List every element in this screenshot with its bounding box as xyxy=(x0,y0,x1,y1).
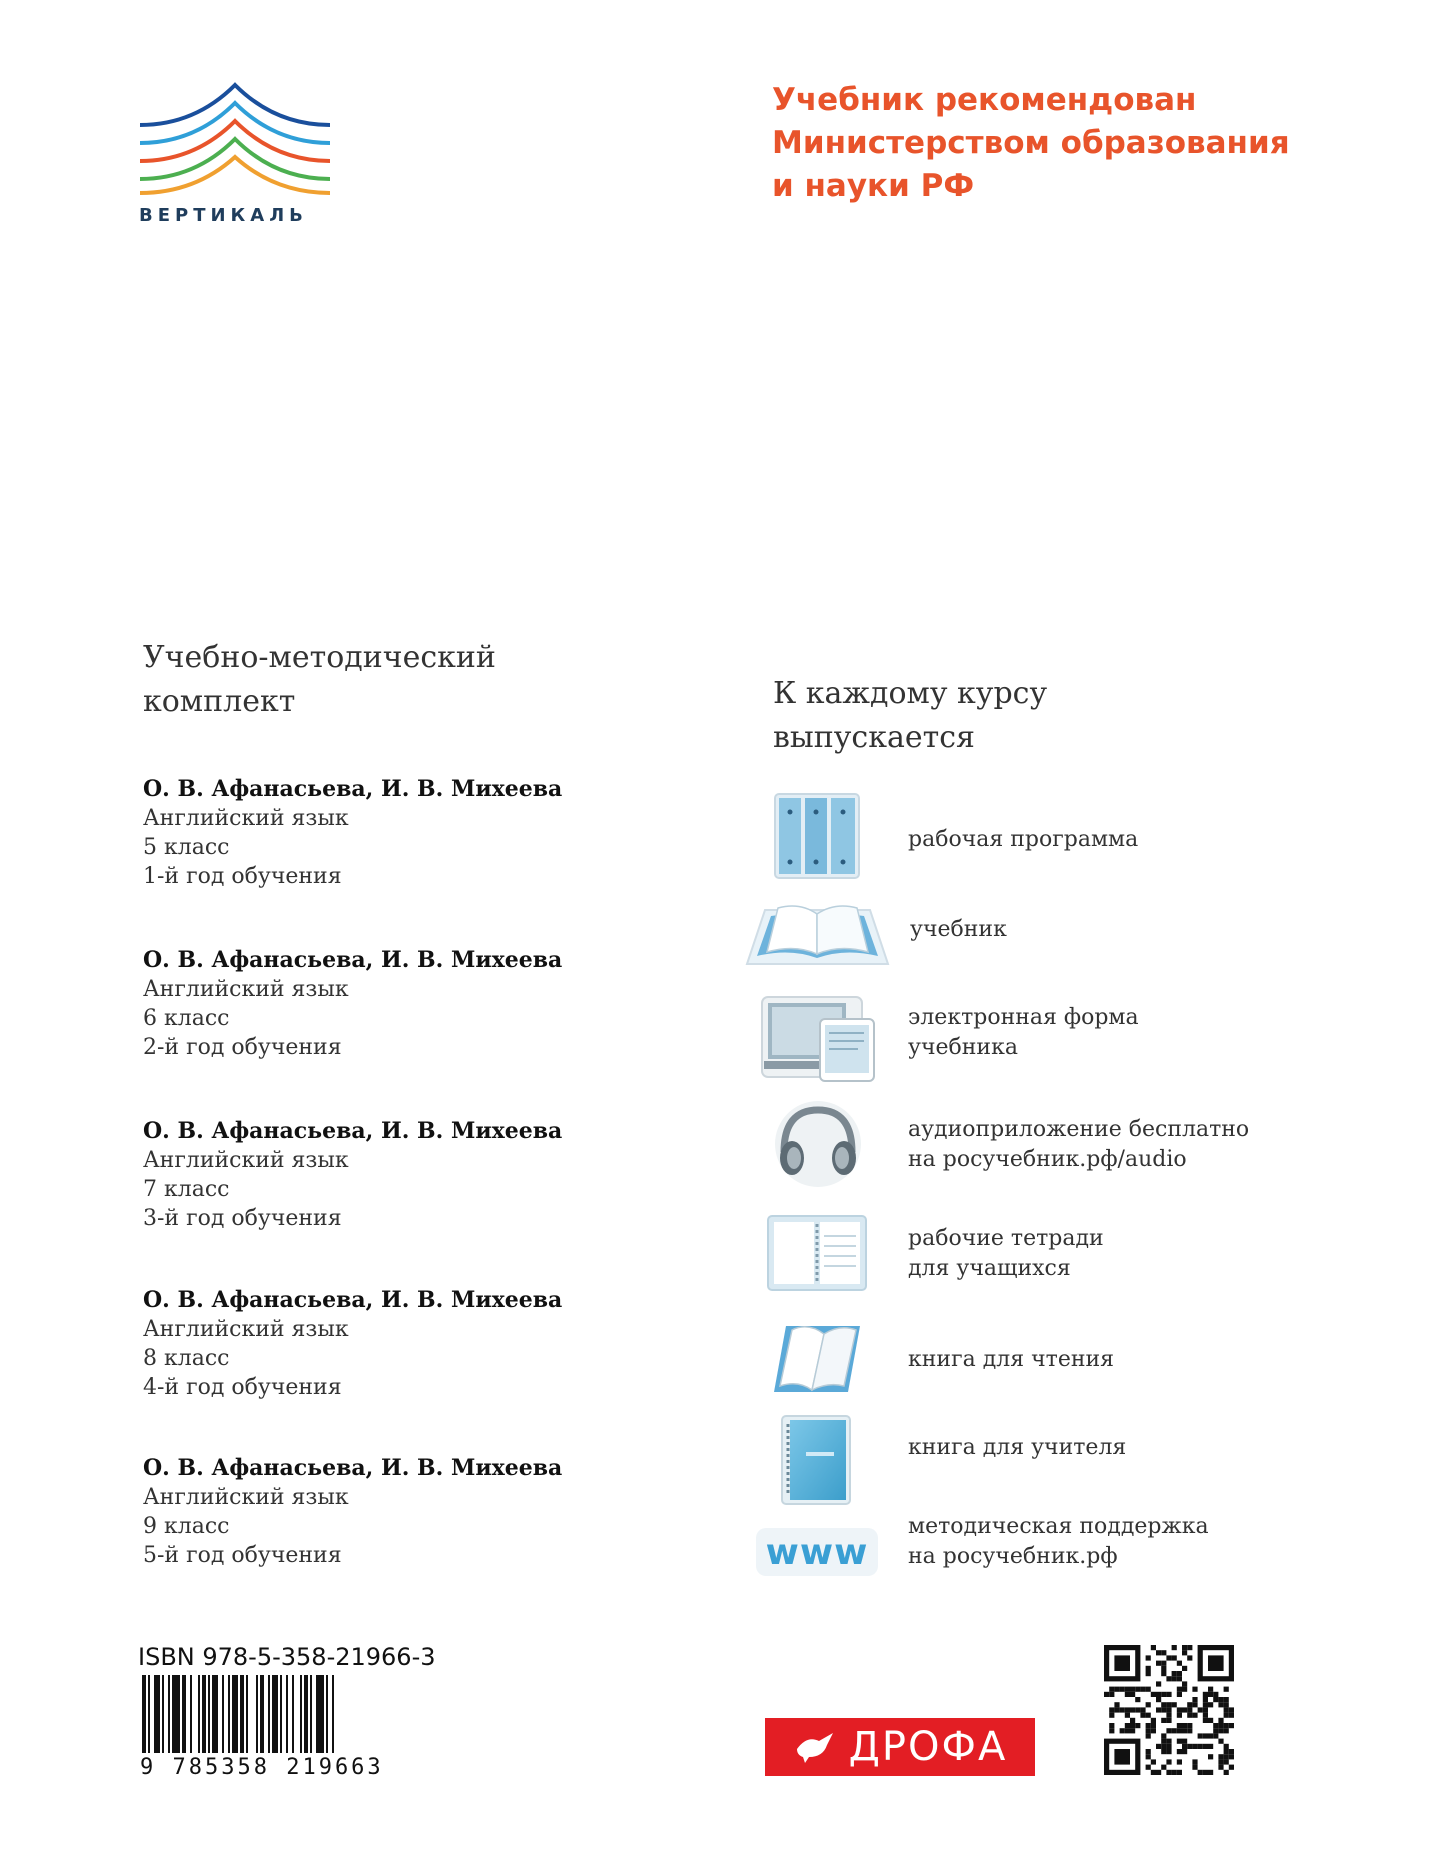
qr-module xyxy=(1224,1723,1229,1728)
qr-module xyxy=(1182,1749,1187,1754)
qr-module xyxy=(1229,1754,1234,1759)
course-item-line: книга для учителя xyxy=(908,1435,1127,1460)
qr-module xyxy=(1125,1713,1130,1718)
qr-module xyxy=(1125,1707,1130,1712)
course-item-label xyxy=(908,1345,1114,1375)
barcode-bar xyxy=(232,1675,238,1753)
book-author: О. В. Афанасьева, И. В. Михеева xyxy=(143,1455,563,1481)
qr-module xyxy=(1151,1770,1156,1775)
qr-module xyxy=(1161,1749,1166,1754)
barcode-bar xyxy=(272,1675,278,1753)
qr-module xyxy=(1156,1650,1161,1655)
qr-module xyxy=(1114,1702,1119,1707)
qr-module xyxy=(1218,1759,1223,1764)
barcode-bar xyxy=(168,1675,170,1753)
qr-module xyxy=(1120,1707,1125,1712)
qr-module xyxy=(1213,1697,1218,1702)
qr-module xyxy=(1109,1728,1114,1733)
qr-module xyxy=(1224,1759,1229,1764)
book-subject: Английский язык xyxy=(143,1317,349,1342)
qr-module xyxy=(1198,1707,1203,1712)
qr-module xyxy=(1166,1676,1171,1681)
book-grade: 6 класс xyxy=(143,1006,230,1031)
qr-module xyxy=(1224,1697,1229,1702)
qr-module xyxy=(1177,1739,1182,1744)
qr-module xyxy=(1198,1770,1203,1775)
book-subject: Английский язык xyxy=(143,1148,349,1173)
binder-icon xyxy=(773,792,861,880)
qr-module xyxy=(1224,1702,1229,1707)
qr-module xyxy=(1151,1759,1156,1764)
barcode-bar xyxy=(228,1675,230,1753)
qr-module xyxy=(1146,1666,1151,1671)
qr-module xyxy=(1161,1666,1166,1671)
qr-module xyxy=(1109,1723,1114,1728)
qr-module xyxy=(1182,1739,1187,1744)
barcode-bar xyxy=(208,1675,210,1753)
qr-module xyxy=(1218,1718,1223,1723)
book-entry-9 xyxy=(143,1454,573,1570)
barcode-bar xyxy=(260,1675,264,1753)
qr-module xyxy=(1192,1765,1197,1770)
barcode-bar xyxy=(316,1675,324,1753)
qr-module xyxy=(1208,1744,1213,1749)
qr-module xyxy=(1109,1692,1114,1697)
qr-module xyxy=(1192,1702,1197,1707)
book-entry-6 xyxy=(143,946,573,1062)
barcode-bar xyxy=(304,1675,308,1753)
publisher-name: ДРОФА xyxy=(848,1724,1008,1770)
book-year: 2-й год обучения xyxy=(143,1035,342,1060)
qr-module xyxy=(1125,1723,1130,1728)
course-item-line: книга для чтения xyxy=(908,1347,1115,1372)
qr-code xyxy=(1104,1645,1234,1775)
qr-module xyxy=(1156,1681,1161,1686)
qr-module xyxy=(1166,1718,1171,1723)
qr-module xyxy=(1161,1765,1166,1770)
barcode-bar xyxy=(286,1675,288,1753)
qr-module xyxy=(1114,1655,1130,1671)
book-subject: Английский язык xyxy=(143,977,349,1002)
qr-module xyxy=(1130,1718,1135,1723)
qr-module xyxy=(1224,1687,1229,1692)
qr-module xyxy=(1172,1671,1177,1676)
course-item-line: для учащихся xyxy=(908,1256,1071,1281)
qr-module xyxy=(1135,1723,1140,1728)
qr-module xyxy=(1192,1687,1197,1692)
qr-module xyxy=(1203,1718,1208,1723)
qr-code-icon xyxy=(1104,1645,1234,1775)
barcode-bar xyxy=(246,1675,248,1753)
course-heading xyxy=(773,672,1047,760)
qr-module xyxy=(1177,1713,1182,1718)
qr-module xyxy=(1172,1702,1177,1707)
qr-module xyxy=(1125,1692,1130,1697)
qr-module xyxy=(1182,1728,1187,1733)
barcode-bar xyxy=(326,1675,328,1753)
qr-module xyxy=(1218,1697,1223,1702)
barcode-bar xyxy=(154,1675,160,1753)
qr-module xyxy=(1182,1723,1187,1728)
qr-module xyxy=(1177,1676,1182,1681)
qr-module xyxy=(1130,1728,1135,1733)
course-item-line: учебника xyxy=(908,1035,1018,1060)
qr-module xyxy=(1218,1702,1223,1707)
qr-module xyxy=(1224,1728,1229,1733)
book-grade: 8 класс xyxy=(143,1346,230,1371)
recommendation-line: Министерством образования xyxy=(772,125,1290,161)
qr-module xyxy=(1120,1728,1125,1733)
qr-module xyxy=(1177,1687,1182,1692)
qr-module xyxy=(1146,1728,1151,1733)
qr-module xyxy=(1213,1733,1218,1738)
course-item-label xyxy=(908,825,1138,855)
kit-heading-line: комплект xyxy=(143,684,296,719)
qr-module xyxy=(1218,1723,1223,1728)
barcode-bar xyxy=(332,1675,334,1753)
qr-module xyxy=(1104,1692,1109,1697)
qr-module xyxy=(1203,1733,1208,1738)
qr-module xyxy=(1177,1728,1182,1733)
kit-heading-line: Учебно-методический xyxy=(143,640,496,675)
course-item-line: на росучебник.рф/audio xyxy=(908,1147,1187,1172)
qr-module xyxy=(1166,1702,1171,1707)
course-heading-line: К каждому курсу xyxy=(773,676,1048,711)
qr-module xyxy=(1166,1744,1171,1749)
qr-module xyxy=(1229,1707,1234,1712)
barcode-bar xyxy=(280,1675,282,1753)
qr-module xyxy=(1177,1671,1182,1676)
qr-module xyxy=(1198,1744,1203,1749)
qr-module xyxy=(1156,1770,1161,1775)
qr-module xyxy=(1130,1707,1135,1712)
book-author: О. В. Афанасьева, И. В. Михеева xyxy=(143,776,563,802)
qr-module xyxy=(1182,1645,1187,1650)
qr-module xyxy=(1161,1692,1166,1697)
qr-module xyxy=(1125,1687,1130,1692)
qr-module xyxy=(1109,1713,1114,1718)
qr-module xyxy=(1140,1687,1145,1692)
book-grade: 9 класс xyxy=(143,1514,230,1539)
qr-module xyxy=(1177,1692,1182,1697)
course-item-line: рабочие тетради xyxy=(908,1226,1104,1251)
qr-module xyxy=(1213,1692,1218,1697)
barcode-digits: 9 785358 219663 xyxy=(140,1755,384,1780)
qr-module xyxy=(1213,1728,1218,1733)
qr-module xyxy=(1161,1718,1166,1723)
course-heading-line: выпускается xyxy=(773,720,975,755)
qr-module xyxy=(1146,1723,1151,1728)
qr-module xyxy=(1161,1733,1166,1738)
qr-module xyxy=(1213,1723,1218,1728)
qr-module xyxy=(1151,1645,1156,1650)
qr-module xyxy=(1156,1661,1161,1666)
barcode-bar xyxy=(268,1675,270,1753)
qr-module xyxy=(1203,1713,1208,1718)
qr-module xyxy=(1161,1739,1166,1744)
publisher-bird-icon xyxy=(793,1727,839,1767)
qr-module xyxy=(1130,1692,1135,1697)
qr-module xyxy=(1224,1754,1229,1759)
vertikal-logo-text: ВЕРТИКАЛЬ xyxy=(139,205,308,226)
qr-module xyxy=(1156,1692,1161,1697)
qr-module xyxy=(1151,1728,1156,1733)
qr-module xyxy=(1224,1770,1229,1775)
qr-module xyxy=(1172,1770,1177,1775)
qr-module xyxy=(1218,1765,1223,1770)
recommendation-line: Учебник рекомендован xyxy=(772,82,1197,118)
qr-module xyxy=(1198,1733,1203,1738)
qr-module xyxy=(1208,1702,1213,1707)
qr-module xyxy=(1203,1702,1208,1707)
qr-module xyxy=(1151,1723,1156,1728)
book-grade: 5 класс xyxy=(143,835,230,860)
qr-module xyxy=(1130,1723,1135,1728)
qr-module xyxy=(1187,1655,1192,1660)
qr-module xyxy=(1161,1707,1166,1712)
qr-module xyxy=(1161,1661,1166,1666)
qr-module xyxy=(1177,1661,1182,1666)
qr-module xyxy=(1161,1671,1166,1676)
qr-module xyxy=(1161,1650,1166,1655)
course-item-line: на росучебник.рф xyxy=(908,1544,1118,1569)
course-item-line: методическая поддержка xyxy=(908,1514,1209,1539)
qr-module xyxy=(1151,1718,1156,1723)
qr-module xyxy=(1208,1733,1213,1738)
qr-module xyxy=(1146,1765,1151,1770)
publisher-logo xyxy=(765,1718,1035,1776)
qr-module xyxy=(1208,1655,1224,1671)
qr-module xyxy=(1192,1697,1197,1702)
book-year: 5-й год обучения xyxy=(143,1543,342,1568)
barcode-bar xyxy=(256,1675,258,1753)
book-year: 1-й год обучения xyxy=(143,864,342,889)
qr-module xyxy=(1166,1707,1171,1712)
book-year: 4-й год обучения xyxy=(143,1375,342,1400)
qr-module xyxy=(1125,1728,1130,1733)
qr-module xyxy=(1161,1744,1166,1749)
barcode-bar xyxy=(310,1675,312,1753)
qr-module xyxy=(1187,1723,1192,1728)
open-book-icon xyxy=(745,898,890,968)
qr-module xyxy=(1192,1744,1197,1749)
qr-module xyxy=(1177,1749,1182,1754)
barcode-bar xyxy=(182,1675,186,1753)
qr-module xyxy=(1114,1707,1119,1712)
qr-module xyxy=(1187,1707,1192,1712)
qr-module xyxy=(1166,1728,1171,1733)
www-icon-text: www xyxy=(765,1531,869,1573)
barcode-bar xyxy=(148,1675,150,1753)
reading-book-icon xyxy=(768,1316,868,1398)
qr-module xyxy=(1187,1728,1192,1733)
barcode-bar xyxy=(292,1675,294,1753)
course-item-line: рабочая программа xyxy=(908,827,1139,852)
qr-module xyxy=(1182,1666,1187,1671)
qr-module xyxy=(1208,1718,1213,1723)
qr-module xyxy=(1177,1759,1182,1764)
qr-module xyxy=(1187,1645,1192,1650)
qr-module xyxy=(1182,1687,1187,1692)
book-subject: Английский язык xyxy=(143,1485,349,1510)
barcode-bar xyxy=(212,1675,218,1753)
qr-module xyxy=(1130,1687,1135,1692)
book-grade: 7 класс xyxy=(143,1177,230,1202)
course-item-label xyxy=(908,1512,1209,1572)
barcode-bar xyxy=(202,1675,206,1753)
recommendation xyxy=(772,79,1290,208)
qr-module xyxy=(1166,1759,1171,1764)
isbn-label: ISBN 978-5-358-21966-3 xyxy=(138,1643,436,1671)
course-item-label xyxy=(908,1003,1139,1063)
course-item-line: учебник xyxy=(910,917,1007,942)
qr-module xyxy=(1208,1770,1213,1775)
qr-module xyxy=(1172,1728,1177,1733)
qr-module xyxy=(1203,1697,1208,1702)
qr-module xyxy=(1109,1707,1114,1712)
qr-module xyxy=(1146,1749,1151,1754)
teacher-book-icon xyxy=(780,1414,852,1506)
qr-module xyxy=(1182,1650,1187,1655)
barcode-bar xyxy=(300,1675,302,1753)
qr-module xyxy=(1146,1687,1151,1692)
qr-module xyxy=(1109,1687,1114,1692)
qr-module xyxy=(1208,1687,1213,1692)
qr-module xyxy=(1229,1749,1234,1754)
qr-module xyxy=(1187,1702,1192,1707)
qr-module xyxy=(1146,1702,1151,1707)
vertikal-logo xyxy=(135,80,335,230)
qr-module xyxy=(1203,1744,1208,1749)
book-subject: Английский язык xyxy=(143,806,349,831)
qr-module xyxy=(1224,1744,1229,1749)
qr-module xyxy=(1166,1749,1171,1754)
book-year: 3-й год обучения xyxy=(143,1206,342,1231)
qr-module xyxy=(1192,1713,1197,1718)
qr-module xyxy=(1135,1697,1140,1702)
qr-module xyxy=(1218,1754,1223,1759)
course-item-label xyxy=(908,1115,1249,1175)
qr-module xyxy=(1166,1770,1171,1775)
barcode-bar xyxy=(240,1675,244,1753)
course-item-label xyxy=(908,1433,1126,1463)
recommendation-line: и науки РФ xyxy=(772,168,975,204)
book-author: О. В. Афанасьева, И. В. Михеева xyxy=(143,947,563,973)
qr-module xyxy=(1224,1713,1229,1718)
qr-module xyxy=(1161,1702,1166,1707)
qr-module xyxy=(1114,1687,1119,1692)
qr-module xyxy=(1229,1713,1234,1718)
qr-module xyxy=(1192,1759,1197,1764)
book-entry-5 xyxy=(143,775,573,891)
qr-module xyxy=(1177,1707,1182,1712)
qr-module xyxy=(1166,1655,1171,1660)
qr-module xyxy=(1203,1770,1208,1775)
headphones-icon xyxy=(772,1100,864,1188)
vertikal-logo-icon xyxy=(135,80,335,195)
qr-module xyxy=(1140,1707,1145,1712)
qr-module xyxy=(1146,1754,1151,1759)
qr-module xyxy=(1151,1692,1156,1697)
qr-module xyxy=(1146,1671,1151,1676)
book-entry-7 xyxy=(143,1117,573,1233)
qr-module xyxy=(1229,1723,1234,1728)
qr-module xyxy=(1140,1713,1145,1718)
qr-module xyxy=(1203,1692,1208,1697)
qr-module xyxy=(1166,1713,1171,1718)
course-item-label xyxy=(908,1224,1104,1284)
barcode-bar xyxy=(142,1675,146,1753)
barcode-bar xyxy=(190,1675,192,1753)
qr-module xyxy=(1146,1713,1151,1718)
qr-module xyxy=(1172,1676,1177,1681)
qr-module xyxy=(1229,1765,1234,1770)
qr-module xyxy=(1172,1655,1177,1660)
course-item-line: аудиоприложение бесплатно xyxy=(908,1117,1250,1142)
www-icon xyxy=(756,1528,878,1576)
qr-module xyxy=(1172,1645,1177,1650)
qr-module xyxy=(1182,1707,1187,1712)
barcode-bar xyxy=(172,1675,180,1753)
devices-icon xyxy=(760,995,877,1083)
course-item-line: электронная форма xyxy=(908,1005,1139,1030)
qr-module xyxy=(1182,1681,1187,1686)
workbook-icon xyxy=(766,1214,868,1292)
qr-module xyxy=(1120,1687,1125,1692)
qr-module xyxy=(1156,1707,1161,1712)
qr-module xyxy=(1177,1770,1182,1775)
book-author: О. В. Афанасьева, И. В. Михеева xyxy=(143,1118,563,1144)
qr-module xyxy=(1218,1728,1223,1733)
qr-module xyxy=(1156,1697,1161,1702)
qr-module xyxy=(1182,1744,1187,1749)
kit-heading xyxy=(143,636,496,724)
course-item-label xyxy=(910,915,1007,945)
qr-module xyxy=(1208,1754,1213,1759)
qr-module xyxy=(1203,1707,1208,1712)
qr-module xyxy=(1166,1692,1171,1697)
qr-module xyxy=(1146,1655,1151,1660)
qr-module xyxy=(1177,1723,1182,1728)
barcode-bar xyxy=(198,1675,200,1753)
qr-module xyxy=(1135,1687,1140,1692)
qr-module xyxy=(1166,1739,1171,1744)
qr-module xyxy=(1187,1713,1192,1718)
qr-module xyxy=(1218,1739,1223,1744)
qr-module xyxy=(1187,1744,1192,1749)
barcode-bar xyxy=(162,1675,164,1753)
qr-module xyxy=(1135,1707,1140,1712)
book-entry-8 xyxy=(143,1286,573,1402)
qr-module xyxy=(1146,1733,1151,1738)
qr-module xyxy=(1224,1749,1229,1754)
book-author: О. В. Афанасьева, И. В. Михеева xyxy=(143,1287,563,1313)
qr-module xyxy=(1224,1707,1229,1712)
qr-module xyxy=(1156,1744,1161,1749)
barcode-icon xyxy=(138,1675,434,1753)
qr-module xyxy=(1114,1749,1130,1765)
qr-module xyxy=(1208,1692,1213,1697)
barcode-bar xyxy=(222,1675,224,1753)
